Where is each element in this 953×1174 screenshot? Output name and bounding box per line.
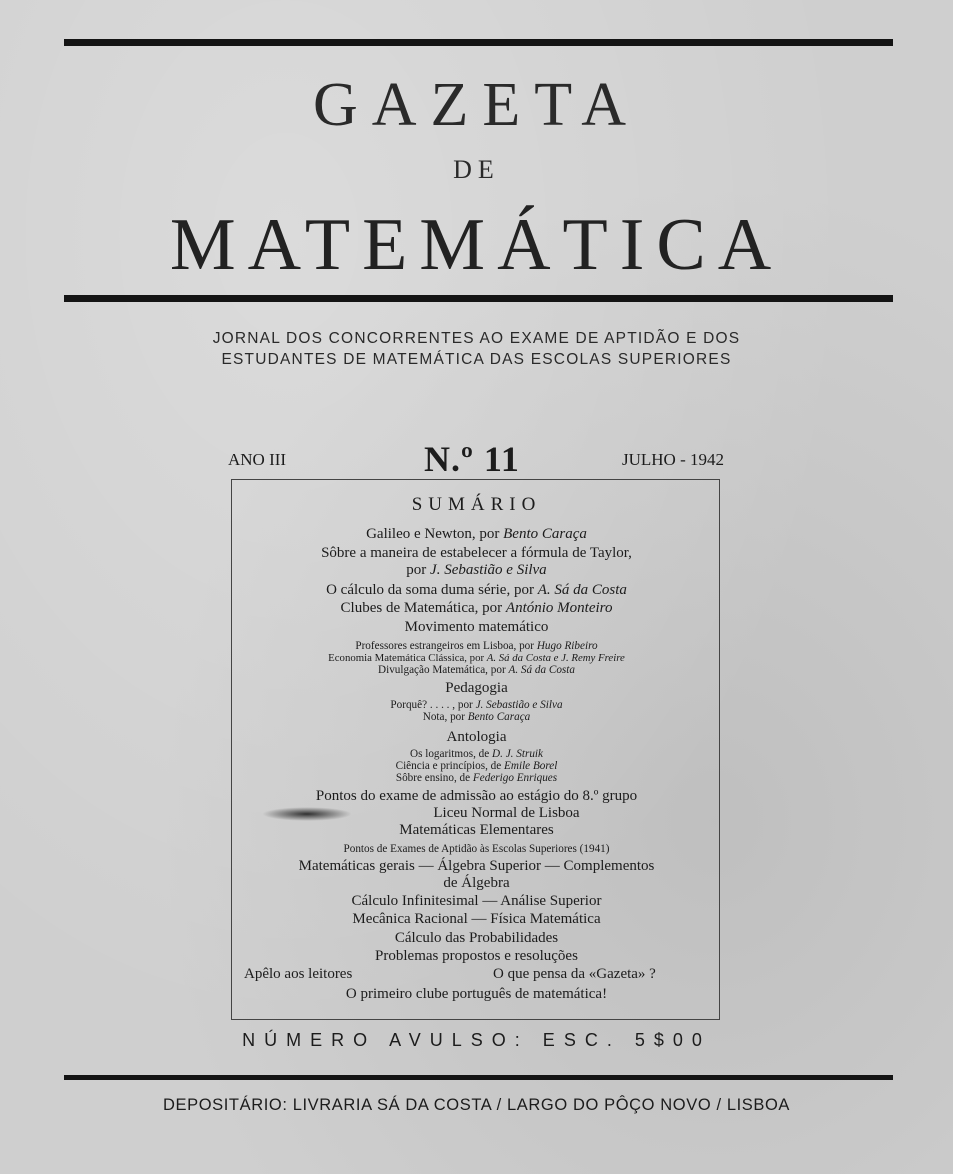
journal-title-matematica: MATEMÁTICA [169, 204, 784, 286]
ink-smudge [262, 807, 352, 821]
section-heading: Pedagogia [445, 680, 508, 696]
single-issue-price: NÚMERO AVULSO: ESC. 5$00 [242, 1030, 711, 1050]
middle-rule [64, 295, 893, 302]
section-heading: Antologia [446, 729, 507, 745]
summary-item: Liceu Normal de Lisboa [433, 805, 580, 821]
summary-item: Clubes de Matemática, por António Monteiro [340, 600, 613, 616]
summary-item: Cálculo das Probabilidades [394, 930, 559, 946]
summary-subitem: Economia Matemática Clássica, por A. Sá da Costa e J. Remy Freire [328, 652, 625, 664]
summary-heading: SUMÁRIO [411, 494, 542, 515]
summary-item: Sôbre a maneira de estabelecer a fórmula de Taylor, [321, 545, 632, 561]
gazeta-opinion: O que pensa da «Gazeta» ? [493, 966, 656, 982]
section-heading: Movimento matemático [404, 619, 549, 635]
summary-item: Mecânica Racional — Física Matemática [352, 911, 601, 927]
issue-date: JULHO - 1942 [622, 450, 724, 469]
summary-subitem: Professores estrangeiros em Lisboa, por Hugo Ribeiro [355, 640, 598, 652]
summary-item: Pontos do exame de admissão ao estágio do 8.º grupo [315, 788, 638, 804]
summary-item: Galileo e Newton, por Bento Caraça [366, 526, 587, 542]
subtitle-line-1: JORNAL DOS CONCORRENTES AO EXAME DE APTIDÃO E DOS [212, 330, 741, 347]
issue-number: N.º 11 [424, 439, 520, 479]
summary-subitem: Pontos de Exames de Aptidão às Escolas Superiores (1941) [343, 843, 610, 855]
subtitle-line-2: ESTUDANTES DE MATEMÁTICA DAS ESCOLAS SUPERIORES [221, 351, 732, 368]
summary-subitem: Porquê? . . . . , por J. Sebastião e Silva [390, 699, 563, 711]
year-label: ANO III [228, 450, 287, 469]
summary-subitem: Os logaritmos, de D. J. Struik [409, 748, 543, 760]
summary-subitem: Nota, por Bento Caraça [422, 711, 531, 723]
section-heading: Matemáticas Elementares [399, 822, 554, 838]
summary-item: Cálculo Infinitesimal — Análise Superior [351, 893, 602, 909]
summary-subitem: Sôbre ensino, de Federigo Enriques [395, 772, 558, 784]
summary-item: Matemáticas gerais — Álgebra Superior — Complementos [298, 858, 655, 874]
top-rule [64, 39, 893, 46]
bottom-rule [64, 1075, 893, 1080]
summary-subitem: Ciência e princípios, de Emile Borel [395, 760, 558, 772]
journal-title-de: DE [453, 155, 500, 184]
depository-line: DEPOSITÁRIO: LIVRARIA SÁ DA COSTA / LARGO DO PÔÇO NOVO / LISBOA [162, 1096, 791, 1114]
summary-item: por J. Sebastião e Silva [406, 562, 547, 578]
issue-row [228, 438, 724, 478]
summary-item: Problemas propostos e resoluções [375, 948, 578, 964]
summary-item: de Álgebra [443, 875, 510, 891]
summary-subitem: Divulgação Matemática, por A. Sá da Costa [378, 664, 575, 676]
summary-item: O cálculo da soma duma série, por A. Sá da Costa [326, 582, 627, 598]
summary-item: O primeiro clube português de matemática! [345, 986, 608, 1002]
appeal-readers: Apêlo aos leitores [244, 966, 353, 982]
journal-title-gazeta: GAZETA [313, 71, 640, 139]
